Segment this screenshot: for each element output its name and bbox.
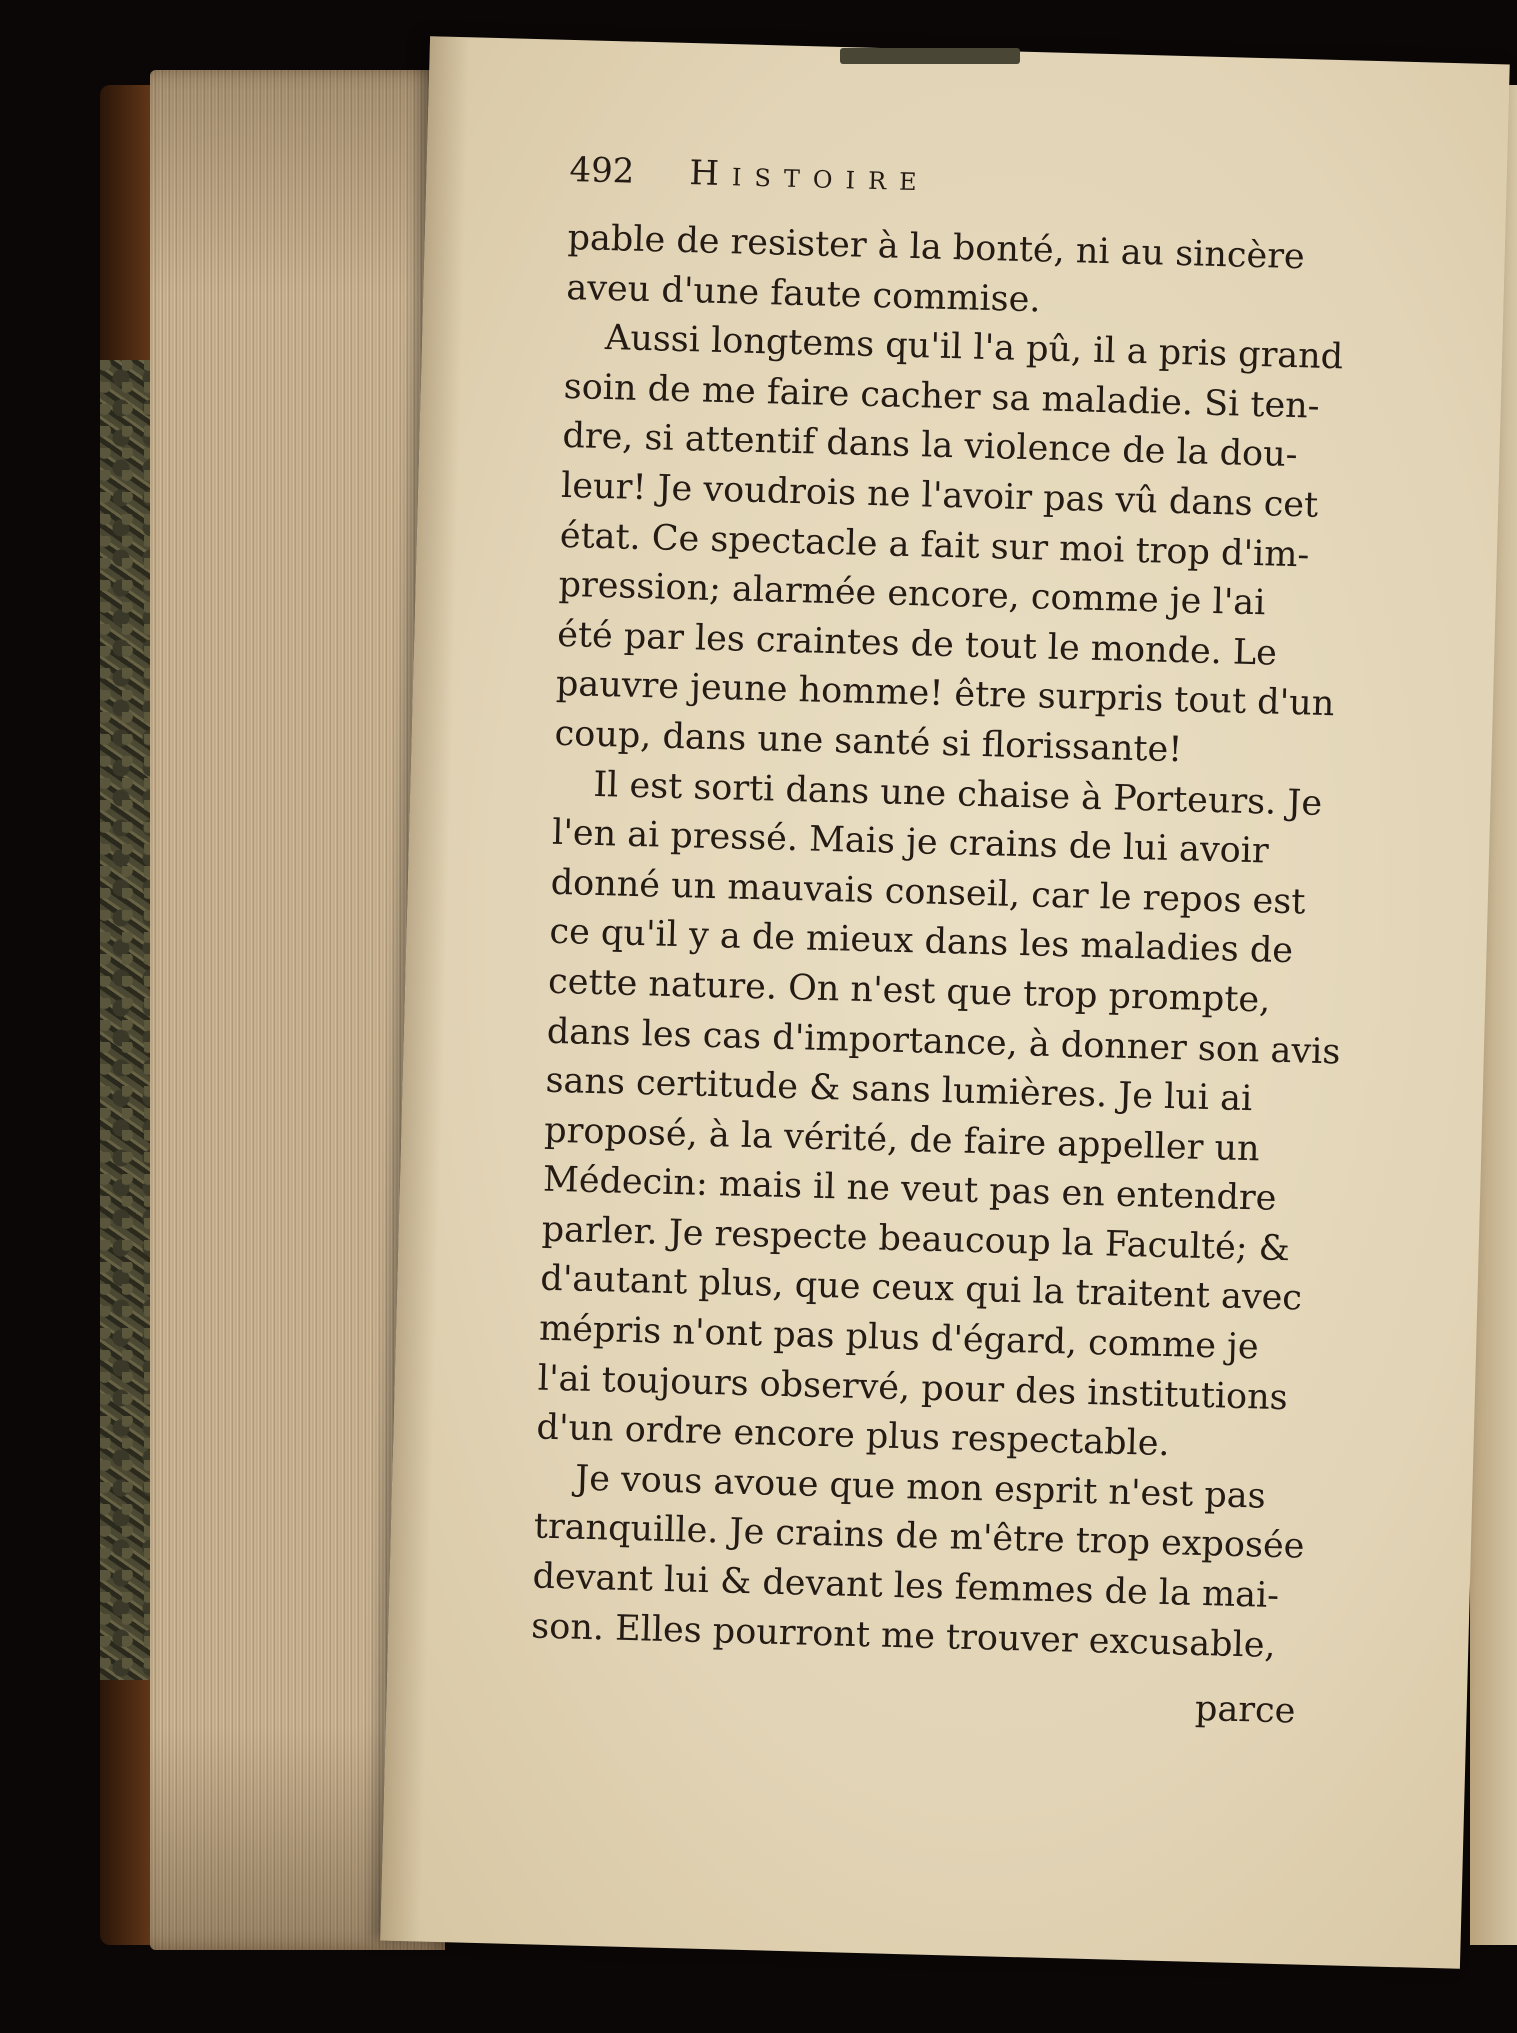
- text-line: pauvre jeune homme! être surpris tout d'un: [555, 664, 1335, 725]
- text-line: mépris n'ont pas plus d'égard, comme je: [538, 1308, 1260, 1368]
- text-line: sans certitude & sans lumières. Je lui ai: [545, 1060, 1253, 1120]
- text-line: aveu d'une faute commise.: [565, 267, 1042, 320]
- text-line: donné un mauvais conseil, car le repos est: [550, 862, 1306, 923]
- text-line: parler. Je respecte beaucoup la Faculté; &: [541, 1209, 1291, 1270]
- paragraph: [531, 1453, 1326, 1672]
- text-line: son. Elles pourront me trouver excusable,: [530, 1606, 1277, 1666]
- text-line: l'ai toujours observé, pour des institutions: [537, 1358, 1289, 1418]
- text-line: coup, dans une santé si florissante!: [554, 713, 1183, 771]
- text-line: Il est sorti dans une chaise à Porteurs. Je: [592, 764, 1323, 824]
- text-line: pable de resister à la bonté, ni au sincère: [567, 217, 1306, 278]
- catchword: parce: [1194, 1689, 1296, 1732]
- text-line: pression; alarmée encore, comme je l'ai: [558, 565, 1266, 624]
- text-line: dre, si attentif dans la violence de la dou-: [561, 416, 1299, 476]
- text-line: Je vous avoue que mon esprit n'est pas: [574, 1458, 1267, 1517]
- text-line: dans les cas d'importance, à donner son avis: [546, 1011, 1341, 1072]
- text-line: d'un ordre encore plus respectable.: [536, 1407, 1171, 1465]
- text-line: Médecin: mais il ne veut pas en entendre: [542, 1159, 1277, 1220]
- spine-headband: [840, 48, 1020, 64]
- text-line: l'en ai pressé. Mais je crains de lui avoir: [551, 812, 1270, 872]
- running-title: Histoire: [688, 153, 931, 200]
- paragraph: [554, 313, 1355, 780]
- text-line: tranquille. Je crains de m'être trop exposée: [533, 1506, 1305, 1568]
- text-line: proposé, à la vérité, de faire appeller un: [543, 1110, 1261, 1170]
- text-line: Aussi longtems qu'il l'a pû, il a pris grand: [604, 318, 1344, 378]
- text-line: ce qu'il y a de mieux dans les maladies de: [548, 912, 1294, 972]
- text-line: devant lui & devant les femmes de la mai-: [532, 1556, 1280, 1617]
- text-line: leur! Je voudrois ne l'avoir pas vû dans cet: [560, 465, 1319, 526]
- text-line: été par les craintes de tout le monde. Le: [556, 614, 1278, 674]
- text-line: soin de me faire cacher sa maladie. Si ten-: [563, 366, 1321, 427]
- page-text: [529, 150, 1360, 1742]
- text-line: état. Ce spectacle a fait sur moi trop d'im-: [559, 515, 1310, 576]
- paragraph: [536, 759, 1344, 1474]
- text-line: cette nature. On n'est que trop prompte,: [547, 961, 1271, 1021]
- text-line: d'autant plus, que ceux qui la traitent avec: [539, 1259, 1303, 1320]
- page-number: 492: [568, 150, 635, 192]
